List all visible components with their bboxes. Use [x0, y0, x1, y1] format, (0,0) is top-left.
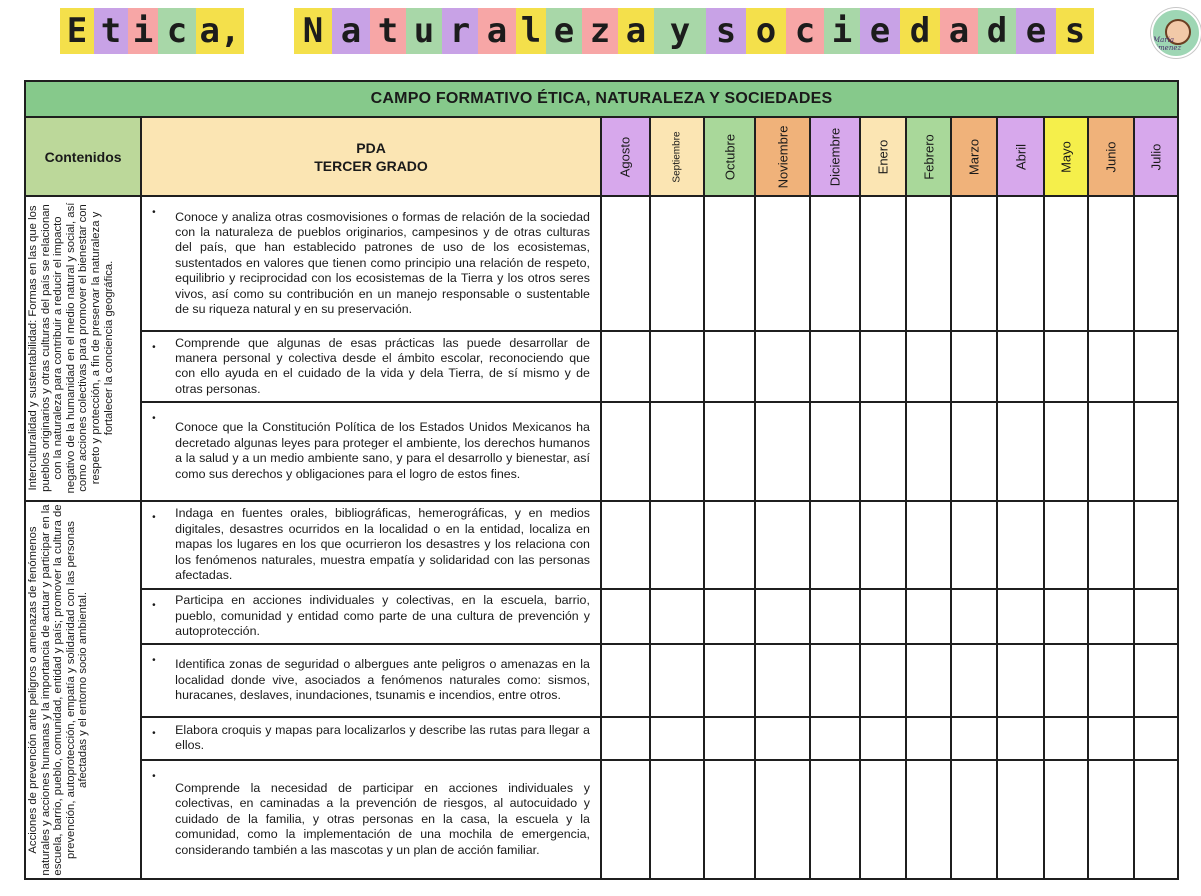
banner-letters: [60, 8, 1094, 54]
banner-letter: t: [94, 8, 128, 54]
month-check-cell-marzo[interactable]: [951, 196, 997, 331]
month-check-cell-enero[interactable]: [860, 501, 906, 590]
month-check-cell-abril[interactable]: [997, 331, 1043, 402]
month-check-cell-octubre[interactable]: [704, 644, 755, 717]
month-check-cell-noviembre[interactable]: [755, 196, 810, 331]
contenido-cell: [25, 196, 141, 501]
month-check-cell-noviembre[interactable]: [755, 402, 810, 501]
month-check-cell-junio[interactable]: [1088, 196, 1134, 331]
month-header-marzo: [951, 117, 997, 196]
month-check-cell-diciembre[interactable]: [810, 402, 860, 501]
month-label: Noviembre: [775, 125, 791, 189]
planning-table: [24, 80, 1179, 880]
month-check-cell-julio[interactable]: [1134, 402, 1178, 501]
bullet-icon: •: [152, 342, 156, 354]
month-label: Marzo: [966, 138, 982, 175]
month-check-cell-octubre[interactable]: [704, 402, 755, 501]
month-check-cell-marzo[interactable]: [951, 644, 997, 717]
banner-letter: o: [746, 8, 786, 54]
month-check-cell-marzo[interactable]: [951, 331, 997, 402]
month-check-cell-octubre[interactable]: [704, 589, 755, 644]
month-check-cell-agosto[interactable]: [601, 196, 650, 331]
month-check-cell-julio[interactable]: [1134, 644, 1178, 717]
pda-text: Comprende que algunas de esas prácticas las puede desarrollar de manera personal y colectiva desde el ámbito escolar, reconociendo que con ello ayuda en el cuidado de la vida y dela Tierra, de sí mismo y de otras personas.: [175, 335, 590, 396]
logo-signature: Maria Jimenez: [1153, 36, 1182, 52]
month-check-cell-junio[interactable]: [1088, 589, 1134, 644]
banner-letter: l: [516, 8, 546, 54]
month-check-cell-enero[interactable]: [860, 717, 906, 760]
banner-letter: u: [406, 8, 442, 54]
pda-text: Conoce que la Constitución Política de los Estados Unidos Mexicanos ha decretado algunas leyes para proteger el ambiente, los derechos humanos a la salud y a un medio ambiente sano, y para el desarrollo y bienestar, así como sus derechos y obligaciones para el logro de estos fines.: [175, 420, 590, 481]
banner-letter: s: [1056, 8, 1094, 54]
month-check-cell-febrero[interactable]: [906, 589, 951, 644]
month-header-diciembre: [810, 117, 860, 196]
table-row: [25, 331, 1178, 402]
month-check-cell-marzo[interactable]: [951, 760, 997, 879]
month-check-cell-enero[interactable]: [860, 760, 906, 879]
month-check-cell-abril[interactable]: [997, 644, 1043, 717]
pda-cell: [141, 760, 601, 879]
month-header-abril: [997, 117, 1043, 196]
title-banner: [0, 0, 1201, 62]
month-check-cell-septiembre[interactable]: [650, 501, 704, 590]
banner-letter: a: [940, 8, 978, 54]
month-check-cell-mayo[interactable]: [1044, 589, 1088, 644]
month-check-cell-mayo[interactable]: [1044, 644, 1088, 717]
month-check-cell-mayo[interactable]: [1044, 760, 1088, 879]
month-check-cell-septiembre[interactable]: [650, 760, 704, 879]
month-check-cell-octubre[interactable]: [704, 717, 755, 760]
month-check-cell-octubre[interactable]: [704, 760, 755, 879]
month-check-cell-octubre[interactable]: [704, 501, 755, 590]
month-check-cell-julio[interactable]: [1134, 589, 1178, 644]
banner-letter: c: [786, 8, 824, 54]
month-check-cell-junio[interactable]: [1088, 331, 1134, 402]
month-check-cell-diciembre[interactable]: [810, 196, 860, 331]
month-check-cell-agosto[interactable]: [601, 717, 650, 760]
month-check-cell-noviembre[interactable]: [755, 760, 810, 879]
table-row: [25, 501, 1178, 590]
banner-letter: a,: [196, 8, 244, 54]
banner-letter: s: [706, 8, 746, 54]
month-check-cell-noviembre[interactable]: [755, 717, 810, 760]
month-check-cell-junio[interactable]: [1088, 760, 1134, 879]
contenido-cell: [25, 501, 141, 879]
contenidos-header: Contenidos: [25, 117, 141, 196]
month-check-cell-mayo[interactable]: [1044, 501, 1088, 590]
banner-letter: c: [158, 8, 196, 54]
month-check-cell-septiembre[interactable]: [650, 589, 704, 644]
month-check-cell-abril[interactable]: [997, 196, 1043, 331]
month-check-cell-diciembre[interactable]: [810, 717, 860, 760]
banner-letter: t: [370, 8, 406, 54]
banner-letter: e: [546, 8, 582, 54]
banner-letter: a: [332, 8, 370, 54]
bullet-icon: •: [152, 600, 156, 612]
table-row: [25, 717, 1178, 760]
month-check-cell-mayo[interactable]: [1044, 331, 1088, 402]
month-check-cell-febrero[interactable]: [906, 717, 951, 760]
month-check-cell-febrero[interactable]: [906, 644, 951, 717]
month-header-junio: [1088, 117, 1134, 196]
month-check-cell-diciembre[interactable]: [810, 644, 860, 717]
month-header-noviembre: [755, 117, 810, 196]
banner-letter: d: [978, 8, 1016, 54]
pda-cell: [141, 331, 601, 402]
month-check-cell-junio[interactable]: [1088, 717, 1134, 760]
month-check-cell-enero[interactable]: [860, 644, 906, 717]
pda-header-grade: TERCER GRADO: [314, 157, 428, 174]
banner-gap: [244, 8, 294, 54]
banner-letter: i: [824, 8, 860, 54]
month-check-cell-junio[interactable]: [1088, 501, 1134, 590]
month-check-cell-octubre[interactable]: [704, 331, 755, 402]
banner-letter: e: [860, 8, 900, 54]
month-check-cell-agosto[interactable]: [601, 760, 650, 879]
month-check-cell-agosto[interactable]: [601, 402, 650, 501]
month-label: Agosto: [617, 136, 633, 177]
month-label: Junio: [1103, 141, 1119, 173]
month-check-cell-septiembre[interactable]: [650, 644, 704, 717]
banner-letter: a: [618, 8, 654, 54]
month-check-cell-agosto[interactable]: [601, 331, 650, 402]
table-row: [25, 644, 1178, 717]
month-check-cell-diciembre[interactable]: [810, 760, 860, 879]
month-check-cell-septiembre[interactable]: [650, 196, 704, 331]
month-check-cell-febrero[interactable]: [906, 501, 951, 590]
month-check-cell-septiembre[interactable]: [650, 717, 704, 760]
month-check-cell-marzo[interactable]: [951, 717, 997, 760]
table-title: CAMPO FORMATIVO ÉTICA, NATURALEZA Y SOCIEDADES: [25, 81, 1178, 117]
banner-letter: r: [442, 8, 478, 54]
pda-cell: [141, 717, 601, 760]
month-check-cell-diciembre[interactable]: [810, 331, 860, 402]
month-check-cell-agosto[interactable]: [601, 501, 650, 590]
month-header-mayo: [1044, 117, 1088, 196]
month-label: Enero: [875, 139, 891, 174]
pda-text: Comprende la necesidad de participar en acciones individuales y colectivas, en caminadas a la prevención de riesgos, al autocuidado y cuidado de la familia, y otras personas en la casa, la escuela y la comunidad, como la implementación de una mochila de emergencia, considerando también a las mascotas y un plan de acción familiar.: [175, 780, 590, 857]
month-check-cell-julio[interactable]: [1134, 196, 1178, 331]
month-header-octubre: [704, 117, 755, 196]
bullet-icon: •: [152, 654, 156, 666]
month-label: Septiembre: [671, 131, 683, 183]
month-check-cell-mayo[interactable]: [1044, 402, 1088, 501]
month-check-cell-marzo[interactable]: [951, 589, 997, 644]
month-check-cell-abril[interactable]: [997, 760, 1043, 879]
pda-header: [141, 117, 601, 196]
pda-text: Identifica zonas de seguridad o albergues ante peligros o amenazas en la localidad donde vive, asociados a fenómenos naturales como: sismos, huracanes, deslaves, inundaciones, tsunamis e incendios, entre otros.: [175, 657, 590, 702]
month-check-cell-diciembre[interactable]: [810, 589, 860, 644]
month-label: Mayo: [1058, 140, 1074, 173]
month-check-cell-abril[interactable]: [997, 589, 1043, 644]
contenido-text: Interculturalidad y sustentabilidad: Formas en las que los pueblos originarios y otras culturas del país se relacionan con la naturaleza para contribuir a reducir el impacto negativo de la humanidad en el medio natural y social, así como acciones colectivas para promover el bienestar con respeto y protección, a fin de preservar la naturaleza y fortalecer la conciencia geográfica.: [27, 202, 115, 494]
pda-cell: [141, 501, 601, 590]
banner-letter: z: [582, 8, 618, 54]
pda-text: Participa en acciones individuales y colectivas, en la escuela, barrio, pueblo, comunidad y entidad como parte de una cultura de prevención y autoprotección.: [175, 593, 590, 639]
month-check-cell-noviembre[interactable]: [755, 501, 810, 590]
banner-letter: i: [128, 8, 158, 54]
month-check-cell-abril[interactable]: [997, 501, 1043, 590]
month-header-julio: [1134, 117, 1178, 196]
month-check-cell-marzo[interactable]: [951, 501, 997, 590]
month-check-cell-abril[interactable]: [997, 717, 1043, 760]
pda-text: Conoce y analiza otras cosmovisiones o formas de relación de la sociedad con la naturaleza de pueblos originarios, campesinos y de otras culturas del país, que han establecido patrones de uso de los ecosistemas, sustentados en valores que tienen como principio una relación de respeto, equilibrio y reciprocidad con los ecosistemas de la Tierra y los otros seres vivos, así como su contribución en un manejo responsable o sustentable de su riqueza natural y en su preservación.: [175, 209, 590, 317]
month-check-cell-enero[interactable]: [860, 402, 906, 501]
table-row: [25, 589, 1178, 644]
month-header-febrero: [906, 117, 951, 196]
pda-cell: [141, 402, 601, 501]
contenido-text: Acciones de prevención ante peligros o amenazas de fenómenos naturales y acciones humanas y la importancia de actuar y participar en la escuela, barrio, pueblo, comunidad, entidad y país; promover la cultura de prevención, autoprotección, empatía y solidaridad con las personas afectadas y el entorno socio ambiental.: [27, 504, 90, 876]
month-check-cell-octubre[interactable]: [704, 196, 755, 331]
bullet-icon: •: [152, 206, 156, 218]
banner-letter: e: [1016, 8, 1056, 54]
banner-letter: N: [294, 8, 332, 54]
month-header-septiembre: [650, 117, 704, 196]
month-check-cell-noviembre[interactable]: [755, 589, 810, 644]
table-row: [25, 196, 1178, 331]
month-check-cell-enero[interactable]: [860, 331, 906, 402]
author-logo: [1151, 8, 1201, 58]
month-check-cell-mayo[interactable]: [1044, 717, 1088, 760]
month-header-agosto: [601, 117, 650, 196]
month-check-cell-febrero[interactable]: [906, 331, 951, 402]
month-check-cell-julio[interactable]: [1134, 717, 1178, 760]
bullet-icon: •: [152, 412, 156, 424]
month-check-cell-septiembre[interactable]: [650, 402, 704, 501]
month-check-cell-marzo[interactable]: [951, 402, 997, 501]
month-check-cell-junio[interactable]: [1088, 644, 1134, 717]
banner-letter: E: [60, 8, 94, 54]
month-check-cell-julio[interactable]: [1134, 760, 1178, 879]
month-check-cell-mayo[interactable]: [1044, 196, 1088, 331]
month-check-cell-diciembre[interactable]: [810, 501, 860, 590]
month-check-cell-junio[interactable]: [1088, 402, 1134, 501]
table-row: [25, 402, 1178, 501]
month-header-enero: [860, 117, 906, 196]
month-check-cell-abril[interactable]: [997, 402, 1043, 501]
month-check-cell-agosto[interactable]: [601, 589, 650, 644]
month-check-cell-noviembre[interactable]: [755, 644, 810, 717]
table-row: [25, 760, 1178, 879]
month-check-cell-febrero[interactable]: [906, 760, 951, 879]
bullet-icon: •: [152, 727, 156, 739]
banner-letter: y: [654, 8, 706, 54]
month-check-cell-enero[interactable]: [860, 589, 906, 644]
month-label: Diciembre: [827, 127, 843, 186]
bullet-icon: •: [152, 511, 156, 523]
month-check-cell-febrero[interactable]: [906, 402, 951, 501]
month-check-cell-noviembre[interactable]: [755, 331, 810, 402]
month-label: Octubre: [722, 133, 738, 180]
pda-header-title: PDA: [356, 139, 386, 156]
pda-cell: [141, 589, 601, 644]
month-check-cell-enero[interactable]: [860, 196, 906, 331]
pda-cell: [141, 644, 601, 717]
month-check-cell-agosto[interactable]: [601, 644, 650, 717]
banner-letter: d: [900, 8, 940, 54]
pda-text: Elabora croquis y mapas para localizarlos y describe las rutas para llegar a ellos.: [175, 722, 590, 753]
month-check-cell-julio[interactable]: [1134, 501, 1178, 590]
month-check-cell-febrero[interactable]: [906, 196, 951, 331]
month-check-cell-septiembre[interactable]: [650, 331, 704, 402]
pda-cell: [141, 196, 601, 331]
month-check-cell-julio[interactable]: [1134, 331, 1178, 402]
pda-text: Indaga en fuentes orales, bibliográficas, hemerográficas, y en medios digitales, desastres ocurridos en la localidad o en la entidad, localiza en mapas los lugares en los que ocurrieron los desastres y los relaciona con los fenómenos naturales, muestra empatía y solidaridad con las personas afectadas.: [175, 506, 590, 582]
banner-letter: a: [478, 8, 516, 54]
month-label: Abril: [1013, 143, 1029, 170]
bullet-icon: •: [152, 770, 156, 782]
month-label: Julio: [1148, 143, 1164, 170]
month-label: Febrero: [921, 133, 937, 180]
